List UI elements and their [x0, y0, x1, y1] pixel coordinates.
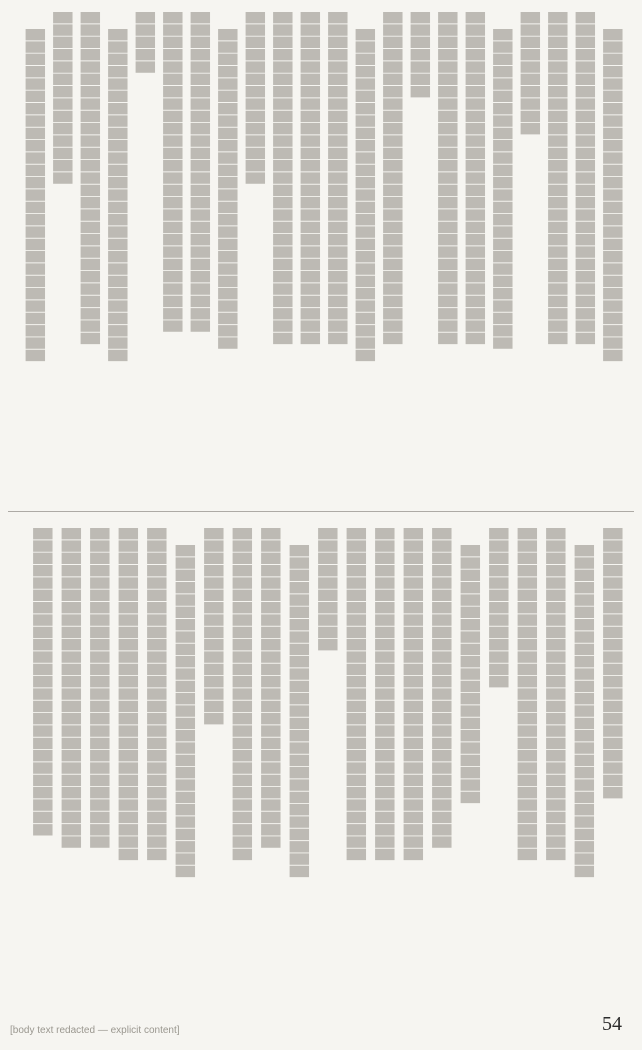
text-line: ███████████████████████████ [109, 29, 126, 363]
text-line: ███████████████████████████ [466, 12, 484, 346]
text-line: ██████████████████████████ [91, 528, 108, 849]
text-line: █████████████ [490, 528, 507, 689]
text-line: ██████████████████████████ [219, 29, 236, 350]
text-line: ███████████████████████████ [549, 12, 566, 346]
text-line: ███████████████████████████ [176, 545, 194, 879]
text-line: ███████████████████████████ [575, 545, 593, 879]
text-line: █████████████████████ [461, 545, 479, 805]
text-line: ██████████████ [246, 12, 264, 185]
text-line: ██████████████████████████ [62, 528, 80, 849]
text-line: ██████████████████████ [604, 528, 621, 800]
text-line: ███████████████████████████ [274, 12, 291, 346]
text-line: ███████████████████████████ [290, 545, 308, 879]
text-line: ███████████████████████████ [439, 12, 456, 346]
text-line: ███████████████████████████ [518, 528, 536, 862]
text-line: ███████████████████████████ [384, 12, 401, 346]
text-line: █████████████████████████ [34, 528, 51, 837]
text-line: ██████████ [521, 12, 539, 136]
text-line: ███████████████████████████ [376, 528, 393, 862]
text-line: ██████████████████████████ [262, 528, 279, 849]
text-line: ███████████████████████████ [81, 12, 99, 346]
redaction-notice: [body text redacted — explicit content] [10, 1025, 180, 1036]
text-line: ████████████████ [205, 528, 222, 726]
text-line: ███████████████████████████ [26, 29, 44, 363]
text-block-top [21, 12, 626, 478]
text-line: ███████████████████████████ [329, 12, 346, 346]
text-line: ███████████████████████████ [547, 528, 564, 862]
text-line: ██████████████████████████ [164, 12, 181, 333]
text-line: ███████████████████████████ [404, 528, 422, 862]
text-line: ██████████ [319, 528, 336, 652]
text-line: ███████████████████████████ [233, 528, 251, 862]
text-line: █████ [136, 12, 154, 74]
text-line: ██████████████████████████ [433, 528, 450, 849]
text-line: ██████████████████████████ [191, 12, 209, 333]
text-line: ███████████████████████████ [301, 12, 319, 346]
page-number: 54 [602, 1013, 622, 1035]
text-line: ███████ [411, 12, 429, 99]
text-line: ███████████████████████████ [604, 29, 621, 363]
text-line: ██████████████ [54, 12, 71, 185]
text-line: ███████████████████████████ [356, 29, 374, 363]
text-line: ███████████████████████████ [148, 528, 165, 862]
text-line: ███████████████████████████ [347, 528, 365, 862]
text-block-bottom [28, 528, 627, 994]
section-divider [8, 511, 634, 512]
text-line: ██████████████████████████ [494, 29, 511, 350]
text-line: ███████████████████████████ [576, 12, 594, 346]
text-line: ███████████████████████████ [119, 528, 137, 862]
